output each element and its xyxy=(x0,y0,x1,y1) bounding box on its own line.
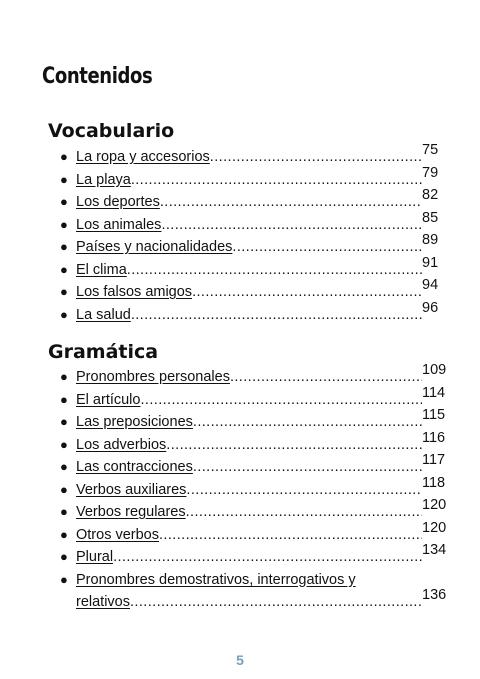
toc-entry-line xyxy=(76,146,422,169)
toc-list-gramatica xyxy=(48,362,448,614)
toc-page-number: 75 xyxy=(422,142,439,158)
toc-entry[interactable] xyxy=(48,142,448,169)
toc-entry-line xyxy=(76,214,422,237)
toc-entry[interactable] xyxy=(48,542,448,569)
toc-entry-link-continuation[interactable]: relativos xyxy=(76,594,130,610)
toc-entry-line xyxy=(76,169,422,192)
toc-entry-link[interactable]: Verbos auxiliares xyxy=(76,481,187,498)
toc-entry-link[interactable]: El clima xyxy=(76,261,127,278)
toc-page-number: 136 xyxy=(422,586,447,603)
bullet-icon: ● xyxy=(60,239,68,254)
toc-page-number: 91 xyxy=(422,254,439,271)
toc-page-number: 82 xyxy=(422,187,439,203)
toc-page-number: 115 xyxy=(422,407,446,423)
toc-entry-line-continuation xyxy=(48,591,422,614)
toc-entry-link[interactable]: La ropa y accesorios xyxy=(76,149,210,165)
toc-entry[interactable] xyxy=(48,384,448,412)
toc-entry-link[interactable]: Verbos regulares xyxy=(76,504,186,520)
toc-entry-link[interactable]: El artículo xyxy=(76,391,141,408)
bullet-icon: ● xyxy=(60,194,68,209)
toc-entry-line xyxy=(76,456,422,479)
toc-entry-link[interactable]: Pronombres demostrativos, interrogativos y xyxy=(76,571,356,588)
dot-leader xyxy=(193,414,422,430)
page-number: 5 xyxy=(236,652,244,668)
dot-leader xyxy=(230,369,422,385)
bullet-icon: ● xyxy=(60,306,68,322)
bullet-icon: ● xyxy=(60,369,68,384)
bullet-icon: ● xyxy=(60,284,68,299)
dot-leader xyxy=(193,459,422,475)
toc-entry-link[interactable]: Plural xyxy=(76,549,114,565)
bullet-icon: ● xyxy=(60,526,68,542)
toc-entry-line xyxy=(76,434,422,457)
toc-page-number: 120 xyxy=(422,497,447,513)
bullet-icon: ● xyxy=(60,504,68,519)
bullet-icon: ● xyxy=(60,481,68,497)
toc-entry-link[interactable]: Las preposiciones xyxy=(76,414,193,430)
section-heading-vocabulario: Vocabulario xyxy=(48,120,175,142)
toc-page-number: 109 xyxy=(422,362,447,378)
dot-leader xyxy=(186,482,422,498)
bullet-icon: ● xyxy=(60,571,68,587)
dot-leader xyxy=(127,262,422,278)
page-title: Contenidos xyxy=(42,64,153,89)
toc-entry-link[interactable]: La salud xyxy=(76,306,131,323)
toc-entry[interactable] xyxy=(48,497,448,524)
toc-entry-line xyxy=(76,479,422,502)
toc-entry-line xyxy=(76,546,422,569)
toc-page-number: 79 xyxy=(422,164,439,181)
section-heading-gramatica: Gramática xyxy=(48,341,159,363)
toc-entry-link[interactable]: Pronombres personales xyxy=(76,369,230,385)
dot-leader xyxy=(166,437,422,453)
toc-page-number: 89 xyxy=(422,232,439,248)
dot-leader xyxy=(186,504,422,520)
toc-entry-link[interactable]: Países y nacionalidades xyxy=(76,239,233,255)
toc-entry-link[interactable]: Las contracciones xyxy=(76,459,193,475)
toc-entry-line xyxy=(76,236,422,259)
toc-entry-line xyxy=(76,304,422,327)
dot-leader xyxy=(131,307,422,323)
toc-page-number: 116 xyxy=(422,429,446,446)
toc-page-number: 134 xyxy=(422,542,447,558)
dot-leader xyxy=(113,549,422,565)
toc-entry[interactable] xyxy=(48,209,448,237)
toc-entry[interactable] xyxy=(48,277,448,304)
toc-page-number: 94 xyxy=(422,277,439,293)
bullet-icon: ● xyxy=(60,171,68,187)
dot-leader xyxy=(130,594,422,610)
toc-entry-line xyxy=(76,389,422,412)
toc-entry-line xyxy=(76,281,422,304)
toc-entry-link[interactable]: Los deportes xyxy=(76,194,160,210)
toc-entry[interactable] xyxy=(48,474,448,502)
toc-entry[interactable] xyxy=(48,407,448,434)
dot-leader xyxy=(159,527,422,543)
toc-entry-link[interactable]: La playa xyxy=(76,171,131,188)
bullet-icon: ● xyxy=(60,391,68,407)
bullet-icon: ● xyxy=(60,459,68,474)
dot-leader xyxy=(161,217,422,233)
bullet-icon: ● xyxy=(60,549,68,564)
toc-page-number: 85 xyxy=(422,209,439,226)
toc-entry[interactable] xyxy=(48,569,448,614)
toc-entry-link[interactable]: Otros verbos xyxy=(76,526,159,543)
toc-page-number: 117 xyxy=(422,452,446,468)
toc-entry-line xyxy=(76,366,422,389)
toc-entry-line xyxy=(76,191,422,214)
toc-entry[interactable] xyxy=(48,299,448,327)
toc-entry[interactable] xyxy=(48,254,448,282)
toc-entry[interactable] xyxy=(48,362,448,389)
dot-leader xyxy=(192,284,422,300)
toc-entry[interactable] xyxy=(48,187,448,214)
toc-entry-line xyxy=(76,259,422,282)
toc-entry-link[interactable]: Los falsos amigos xyxy=(76,284,193,300)
toc-page-number: 96 xyxy=(422,299,439,316)
toc-entry-link[interactable]: Los animales xyxy=(76,216,162,233)
dot-leader xyxy=(131,172,422,188)
toc-entry[interactable] xyxy=(48,519,448,547)
dot-leader xyxy=(232,239,422,255)
toc-page-number: 118 xyxy=(422,474,446,491)
toc-entry[interactable] xyxy=(48,452,448,479)
toc-entry-line xyxy=(76,569,422,592)
bullet-icon: ● xyxy=(60,414,68,429)
toc-page-number: 114 xyxy=(422,384,446,401)
bullet-icon: ● xyxy=(60,261,68,277)
toc-entry[interactable] xyxy=(48,429,448,457)
bullet-icon: ● xyxy=(60,436,68,452)
dot-leader xyxy=(140,392,422,408)
toc-page-number: 120 xyxy=(422,519,447,536)
dot-leader xyxy=(210,149,422,165)
toc-entry[interactable] xyxy=(48,232,448,259)
toc-entry-line xyxy=(76,411,422,434)
dot-leader xyxy=(160,194,422,210)
bullet-icon: ● xyxy=(60,216,68,232)
bullet-icon: ● xyxy=(60,149,68,164)
toc-entry[interactable] xyxy=(48,164,448,192)
toc-entry-link[interactable]: Los adverbios xyxy=(76,436,167,453)
toc-list-vocabulario xyxy=(48,142,448,326)
toc-entry-line xyxy=(76,524,422,547)
toc-entry-line xyxy=(76,501,422,524)
